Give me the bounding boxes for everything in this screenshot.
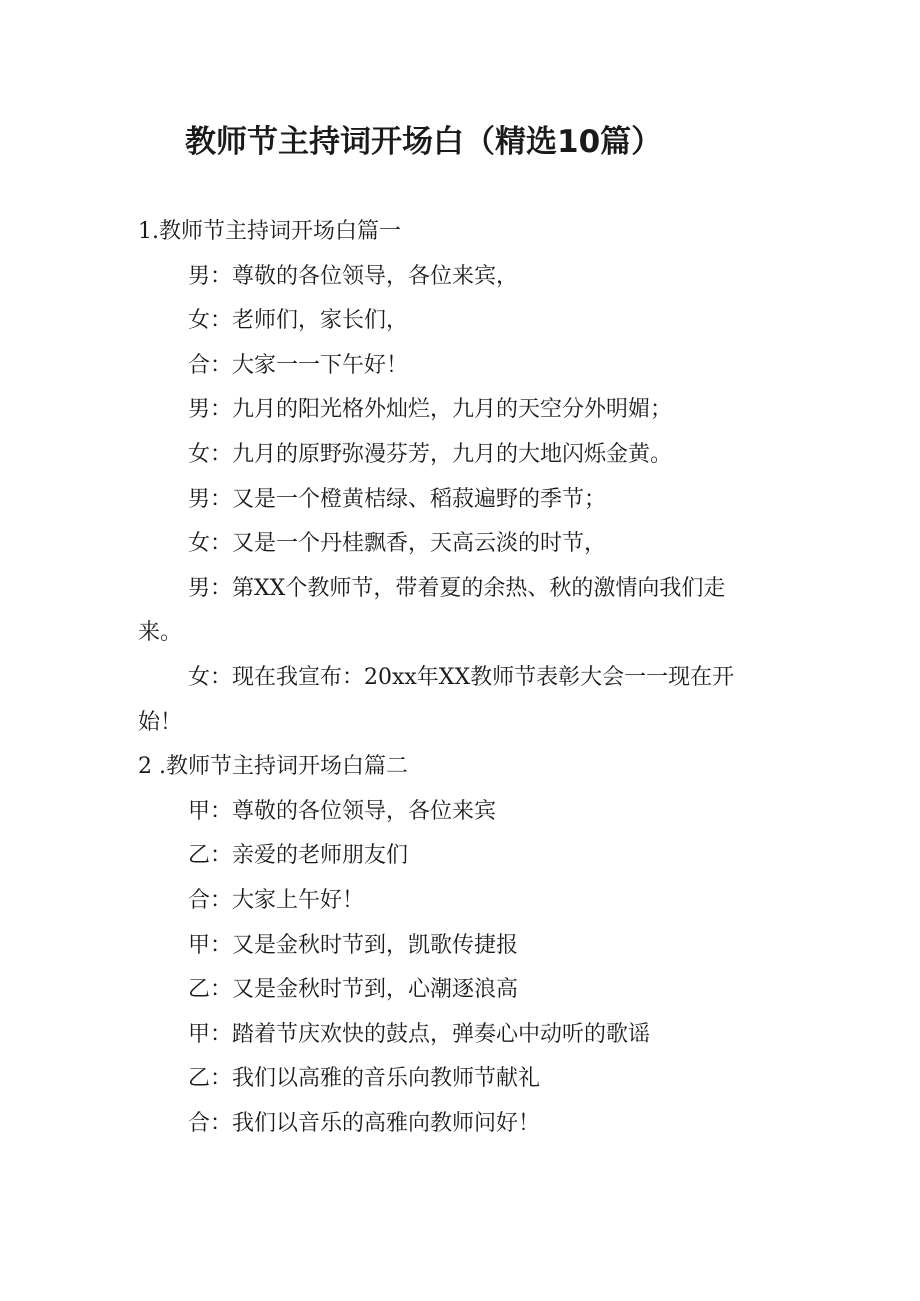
dialogue-line: 乙：我们以高雅的音乐向教师节献礼 (188, 1066, 541, 1092)
dialogue-line: 甲：踏着节庆欢快的鼓点，弹奏心中动听的歌谣 (188, 1021, 651, 1047)
document-title: 教师节主持词开场白（精选10篇） (185, 124, 663, 160)
dialogue-line: 女：九月的原野弥漫芬芳，九月的大地闪烁金黄。 (188, 441, 673, 467)
dialogue-line: 男：九月的阳光格外灿烂，九月的天空分外明媚； (188, 397, 673, 423)
dialogue-line: 合：我们以音乐的高雅向教师问好！ (188, 1110, 541, 1136)
dialogue-line: 乙：亲爱的老师朋友们 (188, 843, 409, 869)
dialogue-line: 乙：又是金秋时节到，心潮逐浪高 (188, 977, 519, 1003)
dialogue-line: 男：第XX个教师节，带着夏的余热、秋的激情向我们走来。 (138, 575, 726, 646)
dialogue-line: 合：大家一一下午好！ (188, 352, 409, 378)
dialogue-line: 男：又是一个橙黄桔绿、稻菽遍野的季节； (188, 486, 607, 512)
dialogue-line: 女：又是一个丹桂飘香，天高云淡的时节， (188, 531, 607, 557)
dialogue-line: 甲：又是金秋时节到，凯歌传捷报 (188, 932, 519, 958)
document-body (138, 210, 758, 1146)
dialogue-line: 女：现在我宣布：20xx年XX教师节表彰大会一一现在开始！ (138, 664, 735, 735)
dialogue-line: 女：老师们，家长们， (188, 308, 409, 334)
dialogue-line: 男：尊敬的各位领导，各位来宾， (188, 263, 519, 289)
section-heading-2: 2 .教师节主持词开场白篇二 (138, 754, 408, 780)
section-heading-1: 1.教师节主持词开场白篇一 (138, 219, 401, 244)
dialogue-line: 甲：尊敬的各位领导，各位来宾 (188, 798, 497, 824)
dialogue-line: 合：大家上午好！ (188, 887, 365, 913)
